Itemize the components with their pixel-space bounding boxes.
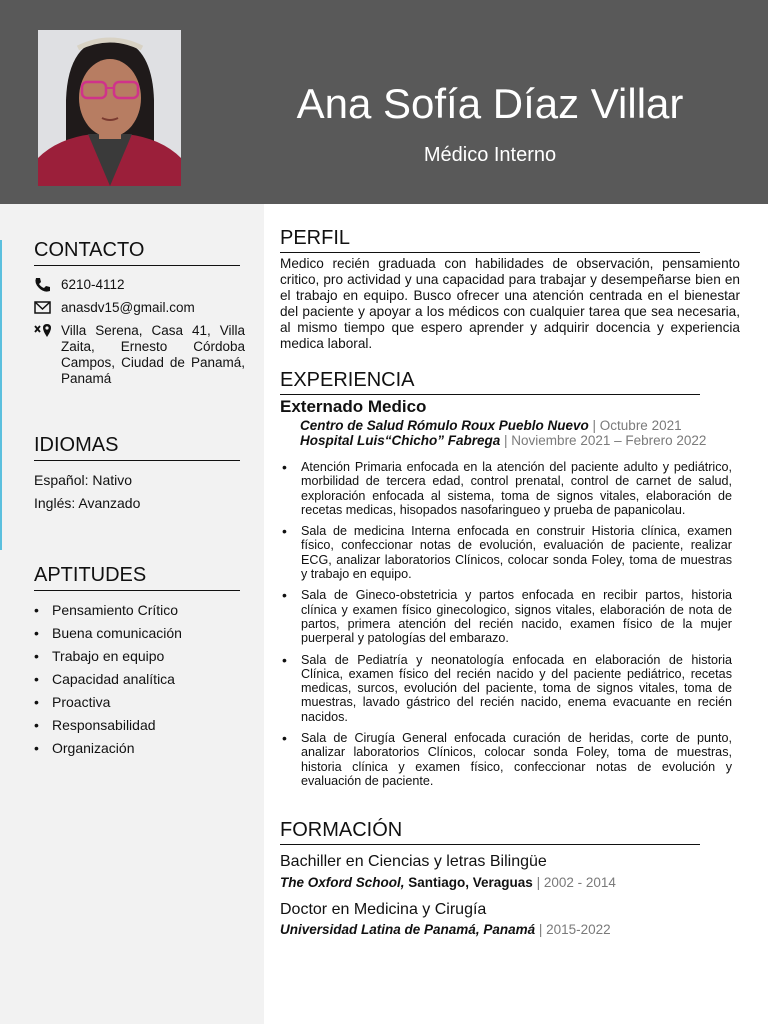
experience-heading: EXPERIENCIA [280,368,700,395]
experience-bullet: • Sala de Cirugía General enfocada curación de heridas, corte de punto, analizar laboratorios Clínicos, colocar sonda Foley, toma de muestras, historia clínica y examen físico, confeccionar notas de evolución y evaluación de paciente. [280,731,732,788]
skill-item: • Buena comunicación [34,623,182,646]
education-school [280,875,616,891]
skill-item: • Organización [34,738,182,761]
skill-item: • Capacidad analítica [34,669,182,692]
education-heading: FORMACIÓN [280,818,700,845]
candidate-name: Ana Sofía Díaz Villar [296,80,684,127]
contact-address [34,323,246,387]
experience-bullet: • Atención Primaria enfocada en la atención del paciente adulto y pediátrico, morbilidad de tercera edad, control prenatal, control de carnet de salud, exploración enfocada al sistema, toma de signos vitales, elaboración de recetas medicas, hisopados nasofaringueo y prueba de papanicolau. [280,460,732,517]
phone-text: 6210-4112 [61,277,125,292]
envelope-icon [34,300,52,316]
skill-item: • Trabajo en equipo [34,646,182,669]
school-separator: | [532,875,544,890]
experience-bullets [280,460,732,795]
school-date: 2002 - 2014 [543,875,616,890]
candidate-role: Médico Interno [423,144,557,166]
language-item: Español: Nativo [34,472,133,488]
skills-list [34,600,182,761]
profile-heading: PERFIL [280,226,700,253]
accent-line [0,240,2,550]
place-date: Noviembre 2021 – Febrero 2022 [511,433,707,448]
experience-bullet: • Sala de Gineco-obstetricia y partos enfocada en recibir partos, historia clínica y examen físico ginecologico, signos vitales, elaboración de nota de partos, primera atención del recién nacido, examen físico de la mujer puerperal y patologías del embarazo. [280,588,732,645]
profile-text: Medico recién graduada con habilidades de observación, pensamiento critico, pro actividad y una capacidad para trabajar y desempeñarse bien en el trabajo en equipo. Busco ofrecer una atención centrada en el bienestar del paciente y apoyar a los médicos con cualquier tarea que sea necesaria, al mismo tiempo que espero aprender y adquirir docencia y experiencia medica laboral. [280,256,740,351]
address-text: Villa Serena, Casa 41, Villa Zaita, Ernesto Córdoba Campos, Ciudad de Panamá, Panamá [61,323,245,386]
school-date: 2015-2022 [546,922,611,937]
contact-email [34,300,246,316]
school-name: Universidad Latina de Panamá, Panamá [280,922,536,937]
place-name: Centro de Salud Rómulo Roux Pueblo Nuevo [300,418,589,433]
language-item: Inglés: Avanzado [34,495,141,511]
languages-heading: IDIOMAS [34,433,240,461]
place-separator: | [588,418,600,433]
contact-phone [34,277,246,293]
school-location: Santiago, Veraguas [404,875,533,890]
school-separator: | [535,922,547,937]
experience-place [300,418,682,434]
job-title: Externado Medico [280,397,427,416]
school-name: The Oxford School, [280,875,405,890]
education-degree: Bachiller en Ciencias y letras Bilingüe [280,853,547,870]
profile-photo [38,30,181,186]
experience-bullet: • Sala de Pediatría y neonatología enfocada en elaboración de historia Clínica, examen físico del recién nacido y del paciente pediátrico, recetas medicas, surcos, evolución del paciente, toma de signos vitales, toma de muestras, lavado gástrico del recién nacido, enema evacuante en recién nacidos. [280,653,732,724]
experience-bullet: • Sala de medicina Interna enfocada en construir Historia clínica, examen físico, confeccionar notas de evolución, evaluación de paciente, realizar ECG, analizar laboratorios Clínicos, colocar sonda Foley, toma de muestras y trabajo en equipo. [280,524,732,581]
map-pin-icon [34,323,52,339]
header-banner [0,0,768,204]
email-text: anasdv15@gmail.com [61,300,195,315]
contact-heading: CONTACTO [34,238,240,266]
place-separator: | [500,433,512,448]
skills-heading: APTITUDES [34,563,240,591]
skill-item: • Proactiva [34,692,182,715]
skill-item: • Responsabilidad [34,715,182,738]
place-name: Hospital Luis“Chicho” Fabrega [300,433,501,448]
education-school [280,922,611,938]
phone-icon [34,277,52,293]
experience-place [300,433,706,449]
education-degree: Doctor en Medicina y Cirugía [280,901,487,918]
place-date: Octubre 2021 [599,418,682,433]
skill-item: • Pensamiento Crítico [34,600,182,623]
